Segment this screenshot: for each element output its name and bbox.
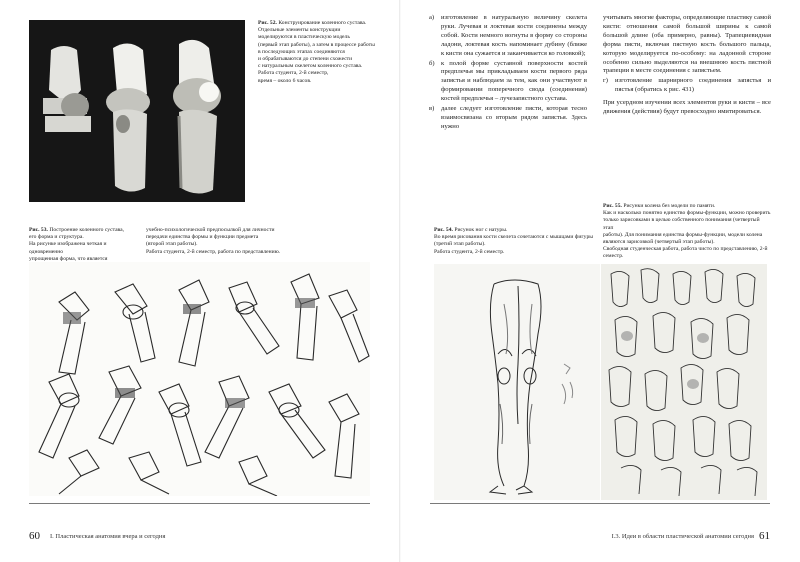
list-item xyxy=(429,105,587,132)
caption-line: в последующих этапах соединяются xyxy=(258,48,345,55)
footer-rule xyxy=(29,503,370,504)
caption-line: с натуральным скелетом коленного сустава. xyxy=(258,63,363,70)
caption-line: Построение коленного сустава, xyxy=(49,227,125,233)
list-marker: а) xyxy=(429,14,435,21)
list-item xyxy=(603,77,771,95)
list-item xyxy=(603,14,771,76)
list-text: изготовление шарнирного соединения запястья и пястья (обратись к рис. 431) xyxy=(615,77,771,94)
caption-line: (второй этап работы). xyxy=(146,241,198,248)
caption-line: только зарисовками в целью собственного понимания (четвертый этап xyxy=(603,217,760,231)
caption-line: семестр. xyxy=(603,253,624,260)
caption-line: моделируются в пластическую модель xyxy=(258,34,350,41)
list-text: изготовление в натуральную величину скелета руки. Лучевая и локтевая кости соединены между собой. Кости немного вогнуты в форму со стороны ладони, локтевая кость напоминает дубину (ближе к кисти она сужается и заканчивается ко головкой); xyxy=(441,14,587,57)
caption-line: Рисунок ног с натуры. xyxy=(454,227,508,233)
caption-line: Конструирование коленного сустава. xyxy=(278,20,367,26)
caption-line: упрощенная форма, что является xyxy=(29,255,108,262)
figure-52-caption xyxy=(258,20,383,85)
caption-line: На рисунке изображена четкая и одновременно xyxy=(29,241,107,255)
figure-54-caption xyxy=(434,227,596,256)
list-item xyxy=(429,60,587,105)
caption-line: являются зарисовкой (четвертый этап работы). xyxy=(603,239,715,246)
caption-line: Работа студента, 2-й семестр, xyxy=(258,70,329,77)
page-number: 60 xyxy=(29,530,40,542)
caption-line: Свободная студенческая работа, работа чисто по представлению, 2-й xyxy=(603,246,768,253)
list-text: учитывать многие факторы, определяющие пластику самой кисти: отношения самой большой ширины к самой большой длине (оба примерно, равны). Трапециевидная форма пясти, включая пястную кость большого пальца, которую моделируется по-особому: на ладонной стороне особенно сильно выделяются на внешнюю кость пястной трапеции в месте соединения с запястьем. xyxy=(603,14,771,75)
figure-53-label: Рис. 53. xyxy=(29,227,48,233)
caption-line: и обрабатываются до степени схожести xyxy=(258,56,353,63)
caption-line: время – около 6 часов. xyxy=(258,77,312,84)
figure-54-legs-drawing xyxy=(434,264,600,500)
caption-line: передачи единства формы и функции предмета xyxy=(146,234,259,241)
page-number: 61 xyxy=(759,530,770,542)
closing-paragraph: При усердном изучении всех элементов руки и кисти – все движения (действия) будут превосходно имитироваться. xyxy=(603,99,771,116)
caption-line: работы). Для понимания единства формы-функции, модели колена xyxy=(603,231,763,238)
list-marker: б) xyxy=(429,59,435,67)
running-head: I. Пластическая анатомия вчера и сегодня xyxy=(50,533,166,540)
figure-55-label: Рис. 55. xyxy=(603,203,622,209)
instruction-list-column-1 xyxy=(429,14,587,133)
running-head: I.3. Идеи в области пластической анатомии сегодня xyxy=(611,533,754,540)
right-page xyxy=(400,0,800,562)
list-marker: г) xyxy=(603,77,608,85)
caption-line: Отдельные элементы конструкции xyxy=(258,27,341,34)
caption-line: Работа студента, 2-й семестр. xyxy=(434,248,505,255)
caption-line: учебно-психологической предпосылкой для личности xyxy=(146,227,275,233)
figure-52-label: Рис. 52. xyxy=(258,20,277,26)
caption-line: Рисунки колена без модели по памяти. xyxy=(623,203,716,209)
list-text: к полой форме суставной поверхности костей предплечья мы прикладываем кости первого ряда запястья и наблюдаем за тем, как они участвуют в формировании поперечного свода (соединения) костей предплечья – лучезапястного сустава. xyxy=(441,59,587,103)
figure-54-label: Рис. 54. xyxy=(434,227,453,233)
caption-line: (третий этап работы). xyxy=(434,241,486,248)
instruction-list-column-2 xyxy=(603,14,771,117)
list-item xyxy=(429,14,587,59)
figure-55-knee-sketches xyxy=(601,264,767,500)
caption-line: Во время рисования кости скелета сочетаются с мышцами фигуры xyxy=(434,234,593,241)
figure-53-sketches xyxy=(29,262,370,496)
list-marker: в) xyxy=(429,105,435,113)
figure-55-caption xyxy=(603,203,771,261)
figure-53-caption-right xyxy=(146,227,296,256)
caption-line: (первый этап работы), а затем в процессе работы xyxy=(258,41,375,48)
figure-53-caption-left xyxy=(29,227,139,263)
figure-52-photo xyxy=(29,20,245,202)
caption-line: Как и насколько понятно единство формы-функции, можно проверить xyxy=(603,210,771,217)
caption-line: Работа студента, 2-й семестр, работа по представлению. xyxy=(146,248,281,255)
footer-rule xyxy=(430,503,770,504)
list-text: далее следует изготовление пясти, которая тесно взаимосвязана со вторым рядом запястья. Здесь нужно xyxy=(441,105,587,130)
caption-line: его форма и структура. xyxy=(29,234,84,241)
